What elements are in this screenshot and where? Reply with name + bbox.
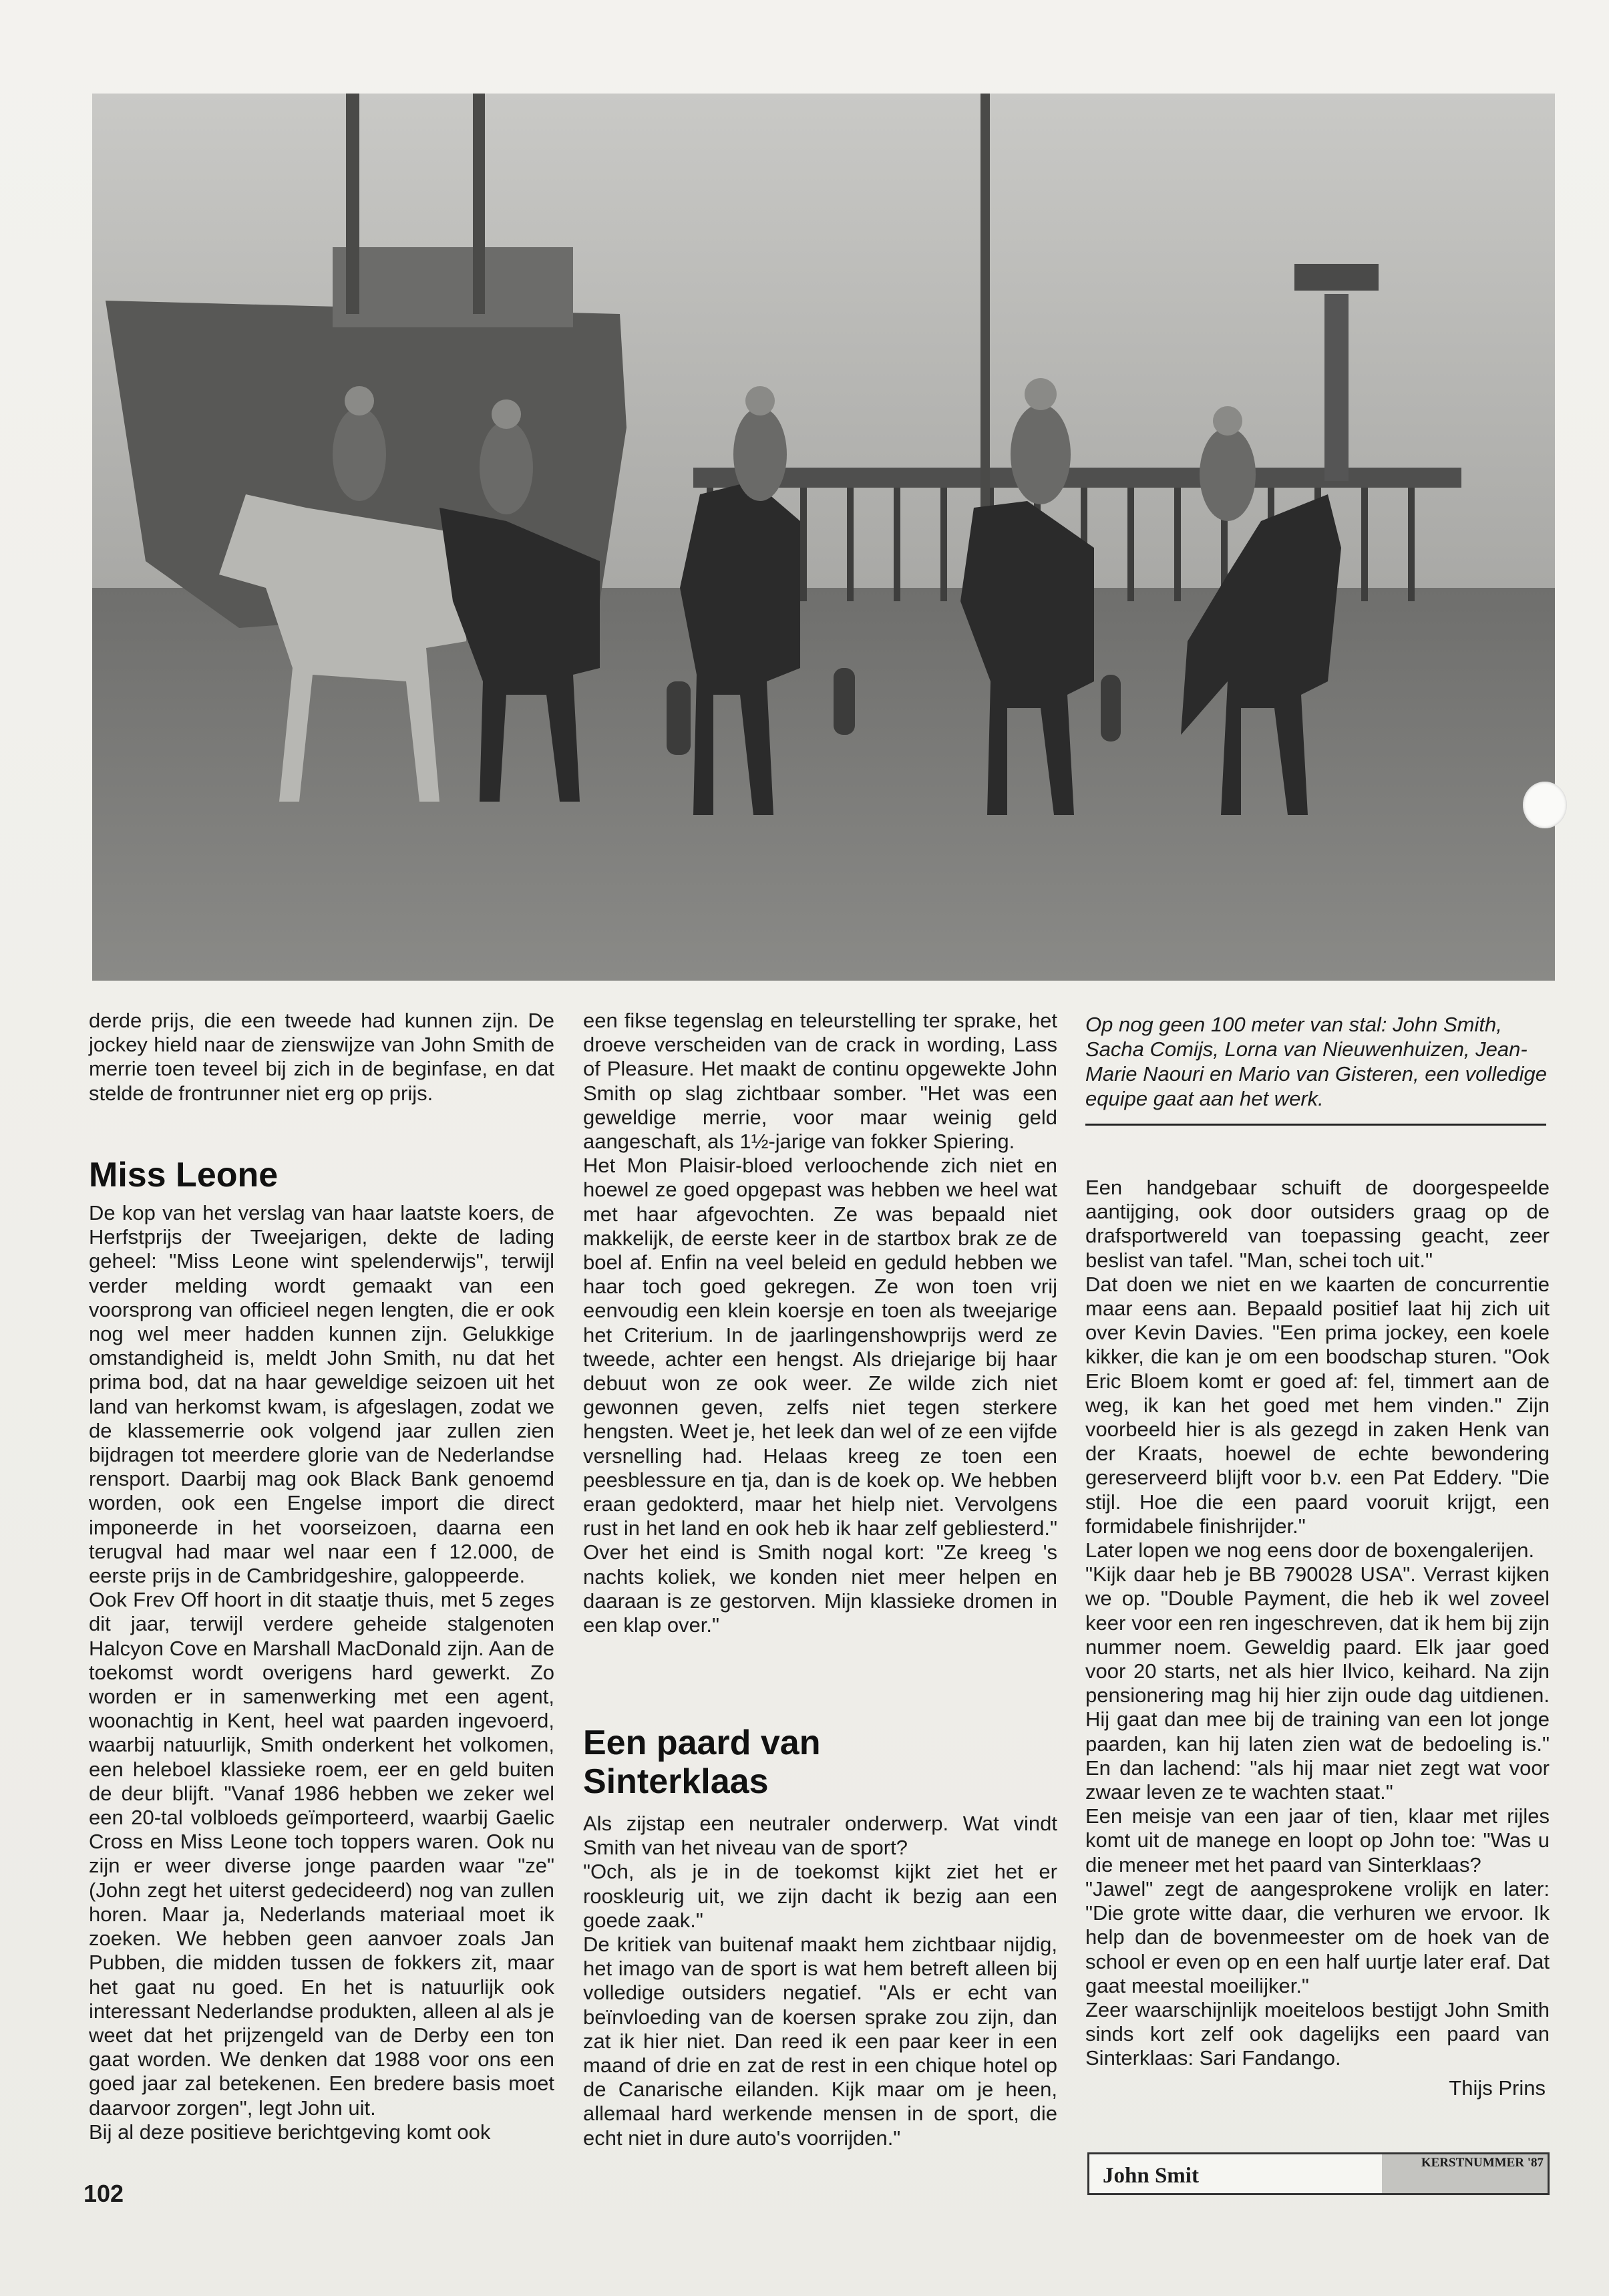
- col3-paragraph-2: Dat doen we niet en we kaarten de concurrentie maar eens aan. Bepaald positief laat hij zich uit over Kevin Davies. "Een prima jockey, een koele kikker, die kan je om een boodschap sturen. "Ook Eric Bloem komt er goed af: fel, timmert aan de weg, ik kan het goed met hem vinden." Zijn voorbeeld hier is als gezegd in zaken Henk van der Kraats, hoewel de echte bewondering gereserveerd blijft voor b.v. een Pat Eddery. "Die stijl. Hoe die een paard vooruit krijgt, een formidabele finishrijder.": [1085, 1272, 1550, 1538]
- column-1-body: [89, 1201, 554, 2144]
- section-heading-miss-leone: Miss Leone: [89, 1156, 279, 1194]
- horses-photo: [92, 94, 1555, 981]
- footer-issue: KERSTNUMMER '87: [1421, 2156, 1544, 2170]
- col3-paragraph-4: "Kijk daar heb je BB 790028 USA". Verrast kijken we op. "Double Payment, die heb ik wel zoveel keer voor een ren ingeschreven, dat ik hem bij zijn nummer noem. Geweldig paard. Elk jaar goed voor 20 starts, net als hier Ilvico, keihard. Na zijn pensionering mag hij hier zijn oude dag uitdienen. Hij gaat dan mee bij de training van een lot jonge paarden, kan hij laten zien wat de bedoeling is." En dan lachend: "als hij maar niet zegt wat voor zwaar leven ze te wachten staat.": [1085, 1563, 1550, 1804]
- author-byline: Thijs Prins: [1449, 2076, 1546, 2100]
- col2-paragraph-1: een fikse tegenslag en teleurstelling ter sprake, het droeve verscheiden van de crack in wording, Lass of Pleasure. Het maakt de continu opgewekte John Smith op slag zichtbaar somber. "Het was een geweldige merrie, voor maar weinig geld aangeschaft, als 1½-jarige van fokker Spiering.: [583, 1009, 1057, 1154]
- col3-paragraph-7: Zeer waarschijnlijk moeiteloos bestijgt John Smith sinds kort zelf ook dagelijks een paard van Sinterklaas: Sari Fandango.: [1085, 1997, 1550, 2070]
- col3-paragraph-3: Later lopen we nog eens door de boxengalerijen.: [1085, 1538, 1535, 1563]
- horses-photo-image: [92, 94, 1555, 981]
- col1-paragraph-1: De kop van het verslag van haar laatste koers, de Herfstprijs der Tweejarigen, dekte de lading geheel: "Miss Leone wint spelenderwijs", terwijl verder melding wordt gemaakt van een voorsprong van officieel negen lengten, die er ook nog wel meer hadden kunnen zijn. Gelukkige omstandigheid is, meldt John Smith, nu dat het prima bod, dat na haar geweldige seizoen uit het land van herkomst kwam, is afgeslagen, zodat we de klassemerrie ook volgend jaar zullen zien bijdragen tot meerdere glorie van de Nederlandse rensport. Daarbij mag ook Black Bank genoemd worden, ook een Engelse import die direct imponeerde in het voorseizoen, daarna een terugval had maar wel naar een f 12.000, de eerste prijs in de Cambridgeshire, galoppeerde.: [89, 1201, 554, 1588]
- col3-paragraph-5: Een meisje van een jaar of tien, klaar met rijles komt uit de manege en loopt op John toe: "Was u die meneer met het paard van Sinterklaas?: [1085, 1804, 1550, 1876]
- col2-paragraph-2: Het Mon Plaisir-bloed verloochende zich niet en hoewel ze goed opgepast was hebben we heel wat met haar afgevochten. Ze was bepaald niet makkelijk, de eerste keer in de startbox brak ze de boel af. Enfin na veel beleid en geduld hebben we haar toch goed gekregen. Ze won toen vrij eenvoudig een klein koersje en toen als tweejarige het Criterium. In de jaarlingenshowprijs werd ze tweede, achter een hengst. Als driejarige bij haar debuut won ze ook weer. Ze wilde zich niet gewonnen geven, zelfs niet tegen sterkere hengsten. Weet je, het leek dan wel of ze een vijfde versnelling had. Helaas kreeg ze toen een peesblessure en tja, dan is de koek op. We hebben eraan gedokterd, maar het hielp niet. Vervolgens rust in het land en ook heb ik haar zelf gebliesterd." Over het eind is Smith nogal kort: "Ze kreeg 's nachts koliek, we konden niet meer helpen en daaraan is ze gestorven. Mijn klassieke dromen in een klap over.": [583, 1154, 1057, 1637]
- caption-divider: [1085, 1124, 1546, 1126]
- punch-hole: [1523, 782, 1567, 828]
- column-3: [1085, 1176, 1550, 2071]
- col1-paragraph-2: Ook Frev Off hoort in dit staatje thuis, met 5 zeges dit jaar, terwijl verdere geheide stalgenoten Halcyon Cove en Marshall MacDonald zijn. Aan de toekomst wordt overigens hard gewerkt. Zo worden er in samenwerking met een agent, woonachtig in Kent, heel wat paarden ingevoerd, waarbij natuurlijk, Smith onderkent het volkomen, een heleboel klassieke roem, eer en geld buiten de deur blijft. "Vanaf 1986 hebben we zeker wel een 20-tal volbloeds geïmporteerd, waarbij Gaelic Cross en Miss Leone toch toppers waren. Ook nu zijn er weer diverse jonge paarden waar "ze" (John zegt het uiterst gedecideerd) nog van zullen horen. Maar ja, Nederlands materiaal moet ik zoeken. We hebben geen aanvoer zoals Jan Pubben, die midden tussen de fokkers zit, maar het gaat nu goed. En het is natuurlijk ook interessant Nederlandse produkten, alleen al als je weet dat het prijzengeld van de Derby een ton gaat worden. We denken dat 1988 voor ons een goed jaar zal betekenen. Een bredere basis moet daarvoor zorgen", legt John uit.: [89, 1588, 554, 2120]
- col2-paragraph-5: De kritiek van buitenaf maakt hem zichtbaar nijdig, het imago van de sport is wat hem betreft alleen bij volledige outsiders negatief. "Als er echt van beïnvloeding van de koersen sprake zou zijn, dan zat ik hier niet. Dan reed ik een paar keer in een maand of drie en zat de rest in een chique hotel op de Canarische eilanden. Kijk maar om je heen, allemaal hard werkende mensen in de sport, die echt niet in dure auto's voorrijden.": [583, 1933, 1057, 2150]
- footer-banner: [1087, 2152, 1550, 2195]
- column-1: [89, 1009, 554, 1106]
- col3-paragraph-6: "Jawel" zegt de aangesprokene vrolijk en later: "Die grote witte daar, die verhuren we ervoor. Ik help dan de bovenmeester om de hoek van de school er even op en een half uurtje later eraf. Dat gaat meestal moeilijker.": [1085, 1876, 1550, 1997]
- column-2: [583, 1009, 1057, 1637]
- col3-paragraph-1: Een handgebaar schuift de doorgespeelde aantijging, ook door outsiders graag op de drafsportwereld van toepassing geacht, zeer beslist van tafel. "Man, schei toch uit.": [1085, 1176, 1550, 1272]
- photo-caption: Op nog geen 100 meter van stal: John Smith, Sacha Comijs, Lorna van Nieuwenhuizen, Jean-Marie Naouri en Mario van Gisteren, een volledige equipe gaat aan het werk.: [1085, 1013, 1547, 1110]
- col2-paragraph-3: Als zijstap een neutraler onderwerp. Wat vindt Smith van het niveau van de sport?: [583, 1812, 1057, 1860]
- section-heading-sinterklaas: Een paard van Sinterklaas: [583, 1724, 821, 1801]
- column-2-body: [583, 1812, 1057, 2150]
- col2-paragraph-4: "Och, als je in de toekomst kijkt ziet het er rooskleurig uit, we zijn dacht ik bezig aan een goede zaak.": [583, 1860, 1057, 1932]
- footer-title: John Smit: [1103, 2164, 1199, 2188]
- col1-paragraph-3: Bij al deze positieve berichtgeving komt ook: [89, 2120, 491, 2144]
- page-number: 102: [83, 2180, 124, 2207]
- col1-intro: derde prijs, die een tweede had kunnen zijn. De jockey hield naar de zienswijze van John Smith de merrie toen teveel bij zich in de beginfase, en dat stelde de frontrunner niet erg op prijs.: [89, 1009, 554, 1105]
